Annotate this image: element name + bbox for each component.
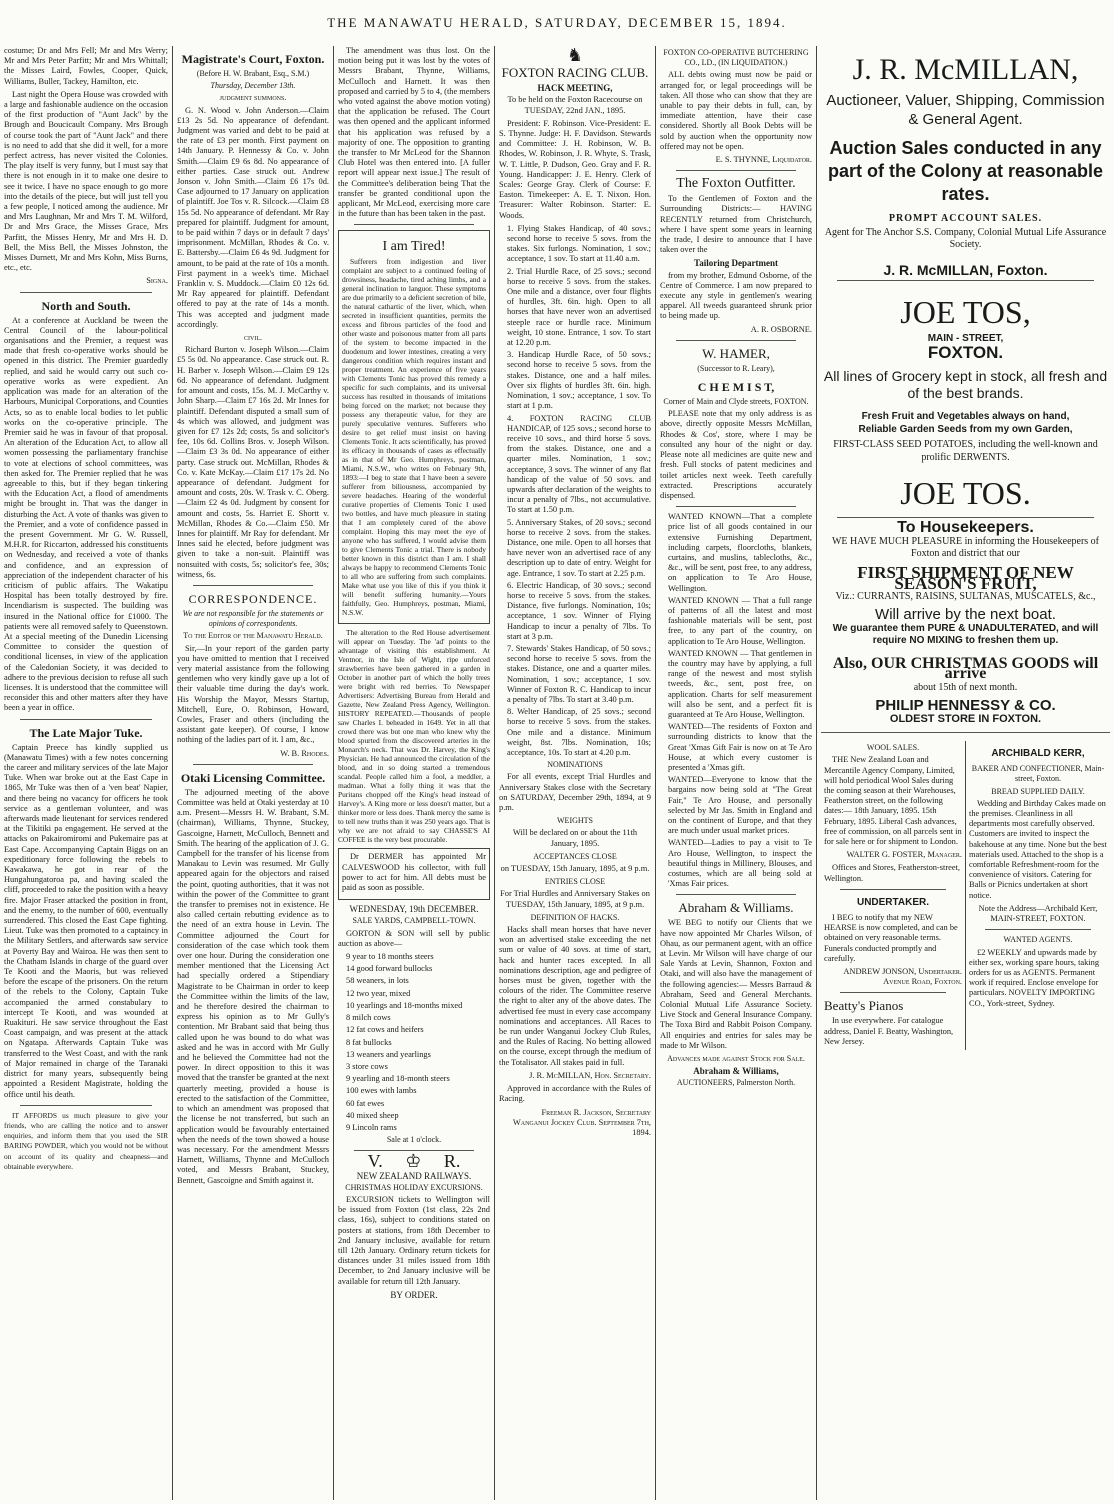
agent-line: Agent for The Anchor S.S. Company, Colonial Mutual Life Assurance Society. <box>824 227 1107 251</box>
abraham-text: WE BEG to notify our Clients that we have now appointed Mr Charles Wilson, of Ohau, as our permanent agent, with an office at Levin. Mr Wilson will have charge of our Sale Yards at Levin, Shannon, Foxton and Otaki, and will also have the management of the following agencies:— Messrs Barraud & Abraham, Seed and General Merchants. Colonial Mutual Life Assurance Society. Live Stock and General Insurance Company. The Toxa Bird and Rabbit Poison Company. All enquiries and entries for sales may be made to Mr Wilson. <box>660 918 812 1050</box>
column-1 <box>0 46 173 1500</box>
railways-heading: NEW ZEALAND RAILWAYS. <box>356 1170 472 1181</box>
divider <box>985 929 1091 930</box>
undertaker-heading: UNDERTAKER. <box>856 896 930 908</box>
abraham-signature: Abraham & Williams, <box>693 1066 779 1077</box>
divider <box>20 719 152 720</box>
housekeepers-heading: To Housekeepers. <box>897 519 1034 537</box>
beatty-pianos-heading: Beatty's Pianos <box>824 998 904 1014</box>
stock-lot: 60 fat ewes <box>346 1098 385 1108</box>
heading-i-am-tired: I am Tired! <box>382 239 446 255</box>
housekeepers-text: WE HAVE MUCH PLEASURE in informing the Housekeepers of Foxton and district that our <box>831 536 1099 560</box>
osborne-signature: A. R. OSBORNE. <box>750 324 812 334</box>
coop-heading: FOXTON CO-OPERATIVE BUTCHERING CO., LD., (IN LIQUIDATION.) <box>663 48 809 68</box>
auction-sales: Auction Sales conducted in any part of the Colony at reasonable rates. <box>827 138 1104 204</box>
dermer-notice <box>338 848 490 900</box>
stock-lot: 8 fat bullocks <box>346 1037 392 1047</box>
kerr-subtitle: BAKER AND CONFECTIONER, Main-street, Foxton. <box>971 764 1105 784</box>
heading-north-south: North and South. <box>41 298 131 313</box>
heading-magistrates-court: Magistrate's Court, Foxton. <box>181 52 325 66</box>
mcmillan-name: J. R. McMILLAN, <box>852 53 1079 86</box>
divider <box>840 889 946 890</box>
wool-sales-heading: WOOL SALES. <box>866 743 920 753</box>
sale-intro: GORTON & SON will sell by public auction as above— <box>338 928 490 948</box>
committee-continued: The amendment was thus lost. On the motion being put it was lost by the votes of Messrs Brabant, Thynne, Williams, McCulloch and Harnett. It was then proposed and carried by 5 to 4, (the members who voted against the above motion voting) that the application be refused. The Court was then opened and the applicant informed that his application was refused by a majority of one. The opposition to granting the transfer to Mr McLeod for the Shannon Club Hotel was then entered into. [A fuller report will appear next issue.] The result of the Committee's deliberation being That the transfer be granted conditional upon the applicant, Mr McLeod, exercising more care in the future than has been taken in the past. <box>338 46 490 219</box>
divider <box>676 340 796 341</box>
kerr-heading: ARCHIBALD KERR, <box>991 748 1085 760</box>
approved-text: Approved in accordance with the Rules of Racing. <box>499 1084 651 1104</box>
kerr-address: Note the Address—Archibald Kerr, MAIN-STREET, FOXTON. <box>978 903 1098 924</box>
weights-text: Will be declared on or about the 11th January, 1895. <box>512 828 638 848</box>
court-date: Thursday, December 13th. <box>210 81 296 91</box>
divider <box>20 1105 152 1106</box>
wanted-notice: WANTED—The residents of Foxton and surrounding districts to know that the Great 'Xmas Gift Fair is now on at Te Aro House, at which every customer is presented a 'Xmas gift. <box>668 722 812 772</box>
stock-lot: 9 Lincoln rams <box>346 1122 397 1132</box>
heading-correspondence: CORRESPONDENCE. <box>188 591 318 606</box>
first-shipment: FIRST SHIPMENT OF NEW SEASON'S FRUIT, <box>857 563 1074 593</box>
civil-label: civil. <box>244 333 262 343</box>
wanted-notice: WANTED—Ladies to pay a visit to Te Aro House, Wellington, to inspect the beautiful things in Millinery, Blouses, and costumes, which are all being sold at 'Xmas Fair prices. <box>668 838 812 889</box>
undertaker-text: I BEG to notify that my NEW HEARSE is now completed, and can be obtained on very reasonable terms. Funerals conducted promptly and carefully. <box>824 912 958 963</box>
baking-powder-notice: IT AFFORDS us much pleasure to give your friends, who are calling the notice and to answer enquiries, and inform them that you used the SIR BARING POWDER, which you would not be without on account of its quality and cheapness—and obtainable everywhere. <box>4 1110 168 1171</box>
bottom-left-ads <box>821 741 966 1050</box>
coop-text: ALL debts owing must now be paid or arranged for, or legal proceedings will be taken. All those who can show that they are unable to pay their debts in full, can, by immediate attention, have their case considered. Shortly all Book Debts will be sold by auction when the opportunity now offered may not be open. <box>660 70 812 151</box>
column-4 <box>495 46 656 1500</box>
sale-time: Sale at 1 o'clock. <box>386 1135 442 1145</box>
race-item: 5. Anniversary Stakes, of 20 sovs.; second horse to receive 2 sovs. from the stakes. Distance, one mile. Open to all horses that have never won an advertised race of any description up to date of entry. Weight for age. Entrance, 1 sov. To start at 2.25 p.m. <box>507 517 651 578</box>
wanted-notice: WANTED KNOWN—That a complete price list of all goods contained in our extensive Furnishing Department, including carpets, floorcloths, blankets, curtains, and muslins, tablecloths, &c., &c., will be sent, post free, to any address, on application to Te Aro House, Wellington. <box>668 512 812 593</box>
racing-officials: President: F. Robinson. Vice-President: E. S. Thynne. Judge: H. F. Davidson. Stewards and Committee: J. H. Robinson, W. B. Rhodes, W. Robinson, J. R. Whyte, S. Trask, W. T. Little, P. Dudson, Geo. Gray and F. R. Young. Handicapper: J. E. Henry. Clerk of Scales: George Gray. Clerk of Course: F. Easton. Timekeeper: A. E. T. Nixon. Hon. Treasurer: Walter Robinson. Starter: E. Woods. <box>499 118 651 220</box>
race-item: 2. Trial Hurdle Race, of 25 sovs.; second horse to receive 5 sovs. from the stakes. One mile and a distance, over four flights of hurdles, 3ft. 6in. high. Open to all horses that have never won an advertised steeple race or hurdle race. Minimum weight, 10 stone. Entrance, 1 sov. To start at 12.20 p.m. <box>507 266 651 348</box>
race-item: 3. Handicap Hurdle Race, of 50 sovs.; second horse to receive 5 sovs. from the stakes. Distance, one and a half miles. Over six flights of hurdles 3ft. 6in. high. Nomination, 1 sov.; acceptance, 1 sov. To start at 1 p.m. <box>507 350 651 411</box>
fresh-fruit-line: Fresh Fruit and Vegetables always on hand, <box>861 410 1070 422</box>
tailoring-text: from my brother, Edmund Osborne, of the Centre of Commerce. I am now prepared to execute any style in gentlemen's wearing apparel. All tweeds guaranteed shrunk prior to being made up. <box>660 270 812 321</box>
guarantee-line: We guarantee them PURE & UNADULTERATED, and will require NO MIXING to freshen them up. <box>832 623 1099 647</box>
column-3 <box>334 46 495 1500</box>
racing-club-title: FOXTON RACING CLUB. <box>501 65 649 81</box>
christmas-goods: Also, OUR CHRISTMAS GOODS will arrive <box>832 655 1099 683</box>
crest-left: V. <box>367 1151 383 1172</box>
nominations-text: For all events, except Trial Hurdles and Anniversary Stakes close with the Secretary on SATURDAY, December 29th, 1894, at 9 p.m. <box>499 772 651 813</box>
outfitter-text: To the Gentlemen of Foxton and the Surrounding Districts:— HAVING RECENTLY returned from Christchurch, where I have spent some years in learning the trade, I desire to announce that I have taken over the <box>660 194 812 255</box>
by-order: BY ORDER. <box>390 1289 438 1300</box>
mcmillan-signature: J. R. McMILLAN, Foxton. <box>883 262 1048 279</box>
weights-heading: WEIGHTS <box>557 816 593 826</box>
foxton-outfitter-heading: The Foxton Outfitter. <box>676 176 796 192</box>
liquidator-signature: E. S. THYNNE, Liquidator. <box>715 155 812 165</box>
wool-sales-signature: WALTER G. FOSTER, Manager. <box>846 850 962 860</box>
court-cases: G. N. Wood v. John Anderson.—Claim £13 2s 5d. No appearance of defendant. Judgment was varied and debt to be paid at the rate of £3 per month. First payment on 14th January. P. Hennessy & Co. v. John Smith.—Claim £9 6s 8d. No appearance of either parties. Case struck out. Andrew Jonson v. John Smith.—Claim £6 17s 0d. Case adjourned to 17 January on application of plaintiff. Joe Tos v. R. Silcock.—Claim £8 15s 5d. No appearance of defendant. Mr Ray prepared for plaintiff. Judgment for amount, to be paid within 7 days or in default 7 days' imprisonment. McMillan, Rhodes & Co. v. E. Battersby.—Claim £6 4s 9d. Judgment for amount, to be paid at the rate of 10s a month. First payment in a week's time. Michael Franklin v. S. Muddock.—Claim £0 12s 6d. Mr Ray appeared for plaintiff. Defendant offered to pay at the rate of 14s a month. This was accepted and judgment made accordingly. <box>177 105 329 329</box>
society-list: costume; Dr and Mrs Fell; Mr and Mrs Werry; Mr and Mrs Peter Parfitt; Mr and Mrs Whittall; the Misses Laird, Fowles, Cooper, Quick, Williams, Buller, Tackey, Hamilton, etc. <box>4 46 168 86</box>
misc-notes: The alteration to the Red House advertisement will appear on Tuesday. The 'ad' points to the advantage of visiting this establishment. At Ventnor, in the Isle of Wight, ripe unforced strawberries have been gathered in a garden in October in another part of which the holly trees were bright with red berries. To Newspaper Advertisers: Advertising Bureau from Herald and Gazette, New Zealand Press Agency, Wellington. HISTORY REPEATED.—Thousands of people saw Charles I. beheaded in 1649. Yet in all that crowd there was but one man who knew why the blood spurted from the discovered arteries in the Monarch's neck. That was Dr. Harvey, the King's Physician. He had announced the circulation of the blood, and in so doing started a tremendous scandal. People called him a fool, a meddler, a madman. What a folly thing it was that the Puritans chopped off the King's head instead of Harvey's. A King more or less doesn't matter, but a thinker more or less does. Thank mercy the same is to tell new truths than it was 250 years ago. That is why we are not afraid to say CHASSE'S AI COFFEE is the very best procurable. <box>338 628 490 845</box>
advances-note: Advances made against Stock for Sale. <box>667 1054 805 1064</box>
arrive-line: Will arrive by the next boat. <box>875 606 1056 624</box>
stock-lot: 9 yearling and 18-month steers <box>346 1074 450 1084</box>
wanted-notices <box>660 512 812 889</box>
tos-street: MAIN - STREET, <box>927 333 1004 345</box>
wanted-agents-text: £2 WEEKLY and upwards made by either sex, working spare hours, taking orders for us as AGENTS. Permanent work if required. Enclose envelope for particulars. NOVELTY IMPORTING CO., York-street, Sydney. <box>969 947 1100 1008</box>
stock-lot: 10 yearlings and 18-months mixed <box>346 1000 463 1010</box>
railways-text: EXCURSION tickets to Wellington will be issued from Foxton (1st class, 22s 2nd class, 16s), subject to conditions stated on posters at stations, from 18th December to 2nd January inclusive, available for return till 12th January. Ordinary return tickets for distances under 31 miles issued from 18th December, to 2nd January inclusive will be available for return till 12th January. <box>338 1194 490 1286</box>
auctioneers-line: AUCTIONEERS, Palmerston North. <box>676 1078 796 1088</box>
railways-subheading: CHRISTMAS HOLIDAY EXCURSIONS. <box>345 1182 483 1192</box>
grocery-line: All lines of Grocery kept in stock, all fresh and of the best brands. <box>823 367 1108 401</box>
stock-lot: 12 two year, mixed <box>346 988 411 998</box>
horse-icon: ♞ <box>566 46 584 65</box>
abraham-williams-heading: Abraham & Williams. <box>678 900 794 916</box>
divider <box>837 517 1094 518</box>
definition-heading: DEFINITION OF HACKS. <box>530 912 620 922</box>
stock-lots <box>338 952 490 1133</box>
fruit-list: Viz.: CURRANTS, RAISINS, SULTANAS, MUSCATELS, &c., <box>835 590 1096 602</box>
stock-lot: 100 ewes with lambs <box>346 1086 417 1096</box>
dermer-text: Dr DERMER has appointed Mr CALVESWOOD his collector, with full power to act for him. All debts must be paid as soon as possible. <box>342 852 486 893</box>
bottom-right-ads <box>966 741 1110 1050</box>
hamer-text: PLEASE note that my only address is as above, directly opposite Messrs McMillan, Rhodes & Cos', store, where I may be consulted any hour of the night or day. Please note all medicines are quite new and fresh. Full stocks of patent medicines and toilet articles next week. Teeth carefully extracted. Prescriptions accurately dispensed. <box>660 409 812 500</box>
race-item: 8. Welter Handicap, of 25 sovs.; second horse to receive 5 sovs. from the stakes. One mile and a distance. Minimum weight, 8st. 7lbs. Nomination, 10s; acceptance, 10s. To start at 4.20 p.m. <box>507 707 651 757</box>
correspondence-letter: Sir,—In your report of the garden party you have omitted to mention that I received very material assistance from the following gentlemen who very kindly gave up a lot of their valuable time during the day's work. His Worship the Mayor, Messrs Startup, Mitchell, Eure, O. Robinson, Howard, Cowles, Fraser and others (including the assistant gate keeper). Of course, I know nothing of the ladies part of it. I am, &c., <box>177 643 329 745</box>
garden-seeds-line: Reliable Garden Seeds from my own Garden, <box>858 424 1073 436</box>
acceptances-heading: ACCEPTANCES CLOSE <box>533 851 617 861</box>
stock-lot: 40 mixed sheep <box>346 1110 399 1120</box>
masthead: THE MANAWATU HERALD, SATURDAY, DECEMBER 15, 1894. <box>327 15 787 30</box>
race-item: 1. Flying Stakes Handicap, of 40 sovs.; second horse to receive 5 sovs. from the stakes. Six furlongs. Nomination, 1 sov.; acceptance, 1 sov. To start at 11.40 a.m. <box>507 223 651 264</box>
wanted-agents-heading: WANTED AGENTS. <box>1003 935 1073 945</box>
signature: Signa. <box>146 276 168 286</box>
secretary-signature: J. R. McMILLAN, Hon. Secretary. <box>529 1070 651 1080</box>
hamer-heading: W. HAMER, <box>702 345 770 361</box>
tired-advert <box>338 230 490 624</box>
beatty-pianos-text: In use everywhere. For catalogue address, Daniel F. Beatty, Washington, New Jersey. <box>824 1016 954 1046</box>
nominations-heading: NOMINATIONS <box>547 760 603 770</box>
stock-lot: 8 milch cows <box>346 1013 391 1023</box>
divider <box>193 585 313 586</box>
column-2 <box>173 46 334 1500</box>
stock-lot: 3 store cows <box>346 1061 388 1071</box>
oldest-store: OLDEST STORE IN FOXTON. <box>889 713 1042 726</box>
bread-line: BREAD SUPPLIED DAILY. <box>991 786 1085 796</box>
racing-date: To be held on the Foxton Racecourse on TUESDAY, 22nd JAN., 1895. <box>507 95 643 115</box>
undertaker-signature: ANDREW JONSON, Undertaker. Avenue Road, Foxton. <box>843 966 962 987</box>
race-list <box>499 224 651 758</box>
tos-name: JOE TOS, <box>900 294 1031 331</box>
tos-name-2: JOE TOS. <box>900 475 1031 512</box>
stock-lot: 9 year to 18 months steers <box>346 952 434 962</box>
divider <box>676 506 796 507</box>
stock-lot: 14 good forward bullocks <box>346 964 433 974</box>
definition-text: Hacks shall mean horses that have never won an advertised stake exceeding the net sum or value of 40 sovs. at time of start, hack and hunter races excepted. In all nominations description, age and pedigree of horses must be given, together with the colours of the rider. The Committee reserve the right to alter any of the above dates. The advertised fee must in every case accompany nominations and acceptances. All Races to be run under Wanganui Jockey Club Rules, and the Rules of Racing. No betting allowed on the course, except through the medium of the Totalisator. All stakes paid in full. <box>499 925 651 1067</box>
stock-lot: 13 weaners and yearlings <box>346 1049 431 1059</box>
judgment-summons-label: judgment summons. <box>219 93 287 103</box>
heading-major-tuke: The Late Major Tuke. <box>29 725 143 740</box>
hamer-successor: (Successor to R. Leary), <box>697 363 775 373</box>
stock-lot: 58 weaners, in lots <box>346 976 409 986</box>
divider <box>676 894 796 895</box>
opera-paragraph: Last night the Opera House was crowded with a large and fashionable audience on the occasion of the first production of "Aunt Jack" by the Brough and Boucicault Company. Mrs Brough of course took the part of "Aunt Jack" and there is no need to add that she did it well, for a more perfect actress, has never visited the Colonies. The play itself is very funny, but I must say that there is not enough in it to make one desire to see it twice. I have no space enough to go more into the details of the piece, but will just tell you a few people, I noticed among the audience. Mr and Mrs Laughnan, Mr and Mrs T. M. Wilford, Dr and Mrs Grace, the Misses Grace, Mrs Parfitt, the Misses Henry, Mr and Mrs H. D. Bell, the Miss Bell, the Misses Johnston, the Misses Durnett, Mr and Mrs Kohn, Miss Burns, etc., etc. <box>4 89 168 273</box>
race-item: 4. FOXTON RACING CLUB HANDICAP, of 125 sovs.; second horse to receive 10 sovs., and third horse 5 sovs. from the stakes. Distance, one and a quarter miles. Nomination, 1 sov.; acceptance, 3 sovs. The winner of any flat handicap of the value of 50 sovs. and upwards after declaration of the weights to incur a penalty of 7lbs., not accumulative. To start at 1.50 p.m. <box>507 413 651 515</box>
jockey-club-signature: Freeman R. Jackson, Secretary Wanganui Jockey Club. September 7th, 1894. <box>512 1107 651 1137</box>
christmas-date: about 15th of next month. <box>913 681 1018 693</box>
sale-yards: SALE YARDS, CAMPBELL-TOWN. <box>352 916 476 926</box>
major-tuke-text: Captain Preece has kindly supplied us (Manawatu Times) with a few notes concerning the career and military services of the late Major Tuke. When war broke out at the East Cape in 1865, Mr Tuke was then of a 'ven beat' Napier, and there being no vacancy for officers he took service as a gentleman volunteer, and was afterwards made lieutenant for services rendered at the Tikitiki pa engagement. He served at the attacks on Pakairomiromi and Pukemaire pas at East Cape. Accompanying Captain Biggs on an expeditionary force following the rebels to Kawakawa, he got in rear of the Hungahungatoroa pa, and having scaled the cliff, proceeded to rake the position with a heavy fire. Major Fraser attacked the position in front, and the enemy, to the number of 600, eventually surrendered. This closed the East Cape fighting. Lieut. Tuke was then promoted to a captaincy in the Military Settlers, and afterwards saw service at Poverty Bay and Wairoa. He was then sent to the Chatham Islands in charge of the guard over Te Kooti and the Maoris, but was relieved before the escape of the prisoners. On the return of the rebels to the Colony, Captain Tuke accompanied the armed constabulary to intercept Te Kooti, and was wounded at Ruakituri. He saw service throughout the East Coast campaign, and was present at the attack on Ngatapa. Afterwards Captain Tuke was transferred to the West Coast, and with the rank of Major remained in charge of the Taranaki district for many years, subsequently being appointed a Resident Magistrate, holding the office until his death. <box>4 742 168 1099</box>
kerr-text: Wedding and Birthday Cakes made on the premises. Cleanliness in all departments most carefully observed. Customers are invited to inspect the bakehouse at any time. None but the best materials used. Attached to the shop is a comfortable Refreshment-room for the convenience of visitors. Catering for Balls or Picnics undertaken at short notice. <box>969 798 1107 900</box>
stock-lot: 12 fat cows and heifers <box>346 1025 424 1035</box>
wanted-notice: WANTED—Everyone to know that the bargains now being sold at "The Great Fair," Te Aro House, and personally selected by Mr Jas. Smith in England and on the continent of Europe, and that they are much under usual market prices. <box>668 775 812 836</box>
divider <box>840 992 946 993</box>
chemist-address: Corner of Main and Clyde streets, FOXTON. <box>663 397 809 407</box>
bottom-ads <box>821 741 1110 1050</box>
sale-date: WEDNESDAY, 19th DECEMBER. <box>349 904 479 915</box>
divider <box>354 224 474 225</box>
heading-otaki-licensing: Otaki Licensing Committee. <box>180 770 326 785</box>
mcmillan-titles: Auctioneer, Valuer, Shipping, Commission & General Agent. <box>826 92 1105 128</box>
race-item: 7. Stewards' Stakes Handicap, of 50 sovs.; second horse to receive 5 sovs. from the stakes. Distance, one and a quarter miles. Nomination, 1 sov.; acceptance, 1 sov. Winner of Foxton R. C. Handicap to incur a penalty of 7lbs. To start at 3.40 p.m. <box>507 643 651 704</box>
civil-cases: Richard Burton v. Joseph Wilson.—Claim £5 5s 0d. No appearance. Case struck out. R. H. Barber v. Joseph Wilson.—Claim £9 12s 6d. No appearance of defendant. Judgment for amount and costs, 15s. M. J. McCarthy v. John Sharp.—Claim £7 16s 2d. Mr Innes for plaintiff. Defendant disputed a small sum of 4s which was allowed, and judgment was given for £7 12s 2d; costs, 5s and solicitor's fee, 10s 6d. Collins Bros. v. Joseph Wilson.—Claim £3 3s 0d. No appearance of either party. Case struck out. McMillan, Rhodes & Co. v. Kate McKay.—Claim £17 17s 2d. No appearance of defendant. Judgment for amount and costs, 20s. W. Trask v. C. Oberg.—Claim £2 4s 0d. Judgment by consent for amount and costs, 5s. Harriet E. Shortt v. McMillan, Rhodes & Co.—Claim £50. Mr Innes for plaintiff. Mr Ray for defendant. Mr Innes said he elected, before judgment was given to take a non-suit. Plaintiff was nonsuited with costs, 5s; solicitor's fee, 30s; witness, 6s. <box>177 345 329 579</box>
entries-heading: ENTRIES CLOSE <box>544 877 606 887</box>
letter-signature: W. B. Rhodes. <box>280 748 329 758</box>
potatoes-line: FIRST-CLASS SEED POTATOES, including the well-known and prolific DERWENTS. <box>833 439 1098 464</box>
tired-text: Sufferers from indigestion and liver complaint are subject to a continued feeling of drowsiness, headache, tired aching limbs, and a general inclination to languor. These symptoms are due primarily to a deficient secretion of bile, the natural cathartic of the liver, which, when secreted in insufficient quantities, permits the excess and fibrous particles of the food and other waste and poisonous matter from all parts of the system to become impacted in the duodenum and lower intestines, creating a very dangerous condition which requires instant and proper treatment. An experience of five years with Clements Tonic has proved this remedy a specific for such complaints, and its universal success has resulted in thousands of imitations being forced on the market; not because they possess any therapeutic value, for they are purely speculative ventures. Sufferers who desire to get relief must insist on having Clements Tonic. It acts scientifically, has proved its efficacy in thousands of cases as effectually as in that of Mr Geo. Humphreys, postman, Miami, N.S.W., who writes on February 9th, 1893:—I beg to state that I have been a severe sufferer from biliousness, accompanied by severe headaches. Hearing of the wonderful curative properties of Clements Tonic I used two bottles, and have much pleasure in stating that I am completely cured of the above complaint. Hoping this may meet the eye of anyone who has suffered, I would advise them to give Clements Tonic a trial. There is nobody better known in this district than I am. I shall always be happy to recommend Clements Tonic to all who are suffering from such complaints. Make what use you like of this if you think it will benefit suffering humanity.—Yours faithfully, Geo. Humphreys, postman, Miami, N.S.W. <box>342 257 486 618</box>
crest-right: R. <box>443 1151 461 1172</box>
divider <box>20 292 152 293</box>
divider <box>193 764 313 765</box>
column-6 <box>817 46 1114 1500</box>
wool-sales-address: Offices and Stores, Featherston-street, Wellington. <box>824 863 960 883</box>
wanted-notice: WANTED KNOWN — That gentlemen in the country may have by applying, a full range of the newest and most stylish tweeds, &c., sent, post free, on application. Charts for self measurement will also be sent, and a perfect fit is guaranteed at Te Aro House, Wellington. <box>668 648 812 719</box>
prompt-sales: PROMPT ACCOUNT SALES. <box>888 213 1043 224</box>
north-south-text: At a conference at Auckland be tween the Central Council of the labour-political organisations and the Premier, a request was made that fresh co-operative works should be opened in this district. The Premier guardedly replied, and said he would carry out such co-operative works as were expedient. An application was made for an alteration of the Harbours, Municipal Corporations, and Counties Acts, so as to enable local bodies to let public works on the co-operative principle. The Premier said he was in favour of that proposal. An alteration of the Education Act, to allow all women possessing the parliamentary franchise to vote at elections of school committees, was then asked for. The Premier replied that he was agreeable to this, but if they began tinkering with the Education Act, a flood of amendments might be brought in. That was the danger in disturbing the Act. A vote of thanks was given to the Premier, and a vote of confidence passed in the present Government. Mr G. W. Russell, M.H.R. for Riccarton, addressed his constituents on Wednesday, and received a vote of thanks and confidence, and an expression of appreciation of the independent character of his criticism of public affairs. The Wakatipu Hospital has been totally destroyed by fire. Incendiarism is suspected. The building was insured in the National office for £1000. The patients were all removed safely to Queenstown. At a special meeting of the Dunedin Licensing Committee to consider the question of conditional licenses, in view of the application of the Caledonian Society, it was decided to adhere to the previous decision to refuse all such licenses. It is understood that the committee will reconsider this and other matters after they have been a year in office. <box>4 315 168 713</box>
tos-town: FOXTON. <box>927 342 1004 362</box>
otaki-text: The adjourned meeting of the above Committee was held at Otaki yesterday at 10 a.m. Present—Messrs H. W. Brabant, S.M. (chairman), Williams, Thynne, Stuckey, Gascoigne, Harnett, McCulloch, Bennett and Smith. The hearing of the application of J. G. Campbell for the transfer of his license from Manakau to Levin was resumed. Mr Gully appeared again for the objectors and raised the point, quoting authorities, that it was not within the power of the Committee to grant the transfer to premises not in existence. He also called certain rebutting evidence as to the need of an extra house in Levin. The Committee adjourned the Court for consideration of the case which took them over one hour. During the consideration one member mentioned that the Licensing Act had specially ordered a Stipendiary Magistrate to be Chairman in order to keep the Committee within the limits of the law, and he therefore desired the chairman to express his opinion as to Mr Gully's contention. Mr Brabant said that being thus called upon he was bound to do what was asked and he was in accord with Mr Gully and he believed the Committee had not the power. In direct opposition to this it was moved that the transfer be granted at the next quarterly meeting, provided a house is erected to the satisfaction of the Committee, to which an amendment was proposed that the license be not transferred, but such an application would be favourably entertained when the needs of the town showed a house was necessary. For the amendment Messrs Harnett, Williams, Thynne and McCulloch voted, and Messrs Brabant, Stuckey, Bennett, Gascoigne and Smith against it. <box>177 787 329 1185</box>
wanted-notice: WANTED KNOWN — That a full range of patterns of all the latest and most fashionable materials will be sent, post free, to any part of the country, on application to Te Aro House, Wellington. <box>668 595 812 646</box>
divider <box>821 732 1110 733</box>
crown-icon: ♔ <box>405 1151 422 1172</box>
race-item: 6. Electric Handicap, of 30 sovs.; second horse to receive 5 sovs. from the stakes. Distance, five furlongs. Nomination, 10s; acceptance, 1 sov. Winner of Flying Handicap to incur a penalty of 7lbs. To start at 3 p.m. <box>507 580 651 641</box>
hack-meeting: HACK MEETING, <box>537 83 613 94</box>
wool-sales-text: THE New Zealand Loan and Mercantile Agency Company, Limited, will hold periodical Wool Sales during the coming season at their Warehouses, Featherston street, on the following dates:— 18th January, 1895. 15th February, 1895. Liberal Cash advances, free of commission, on all parcels sent in for sale here or for shipment to London. <box>824 755 962 847</box>
to-editor: To the Editor of the Manawatu Herald. <box>183 631 323 641</box>
royal-crest <box>338 1151 490 1172</box>
tailoring-heading: Tailoring Department <box>694 258 778 269</box>
hennessy-name: PHILIP HENNESSY & CO. <box>875 696 1056 714</box>
acceptances-text: on TUESDAY, 15th January, 1895, at 9 p.m. <box>500 864 650 874</box>
divider <box>676 170 796 171</box>
chemist-heading: C H E M I S T, <box>697 380 775 395</box>
divider <box>837 280 1094 281</box>
column-5 <box>656 46 817 1500</box>
court-subtitle: (Before H. W. Brabant, Esq., S.M.) <box>196 69 310 78</box>
correspondence-disclaimer: We are not responsible for the statements or opinions of correspondents. <box>182 608 324 629</box>
entries-text: For Trial Hurdles and Anniversary Stakes on TUESDAY, 15th January, 1895, at 9 p.m. <box>500 889 650 909</box>
